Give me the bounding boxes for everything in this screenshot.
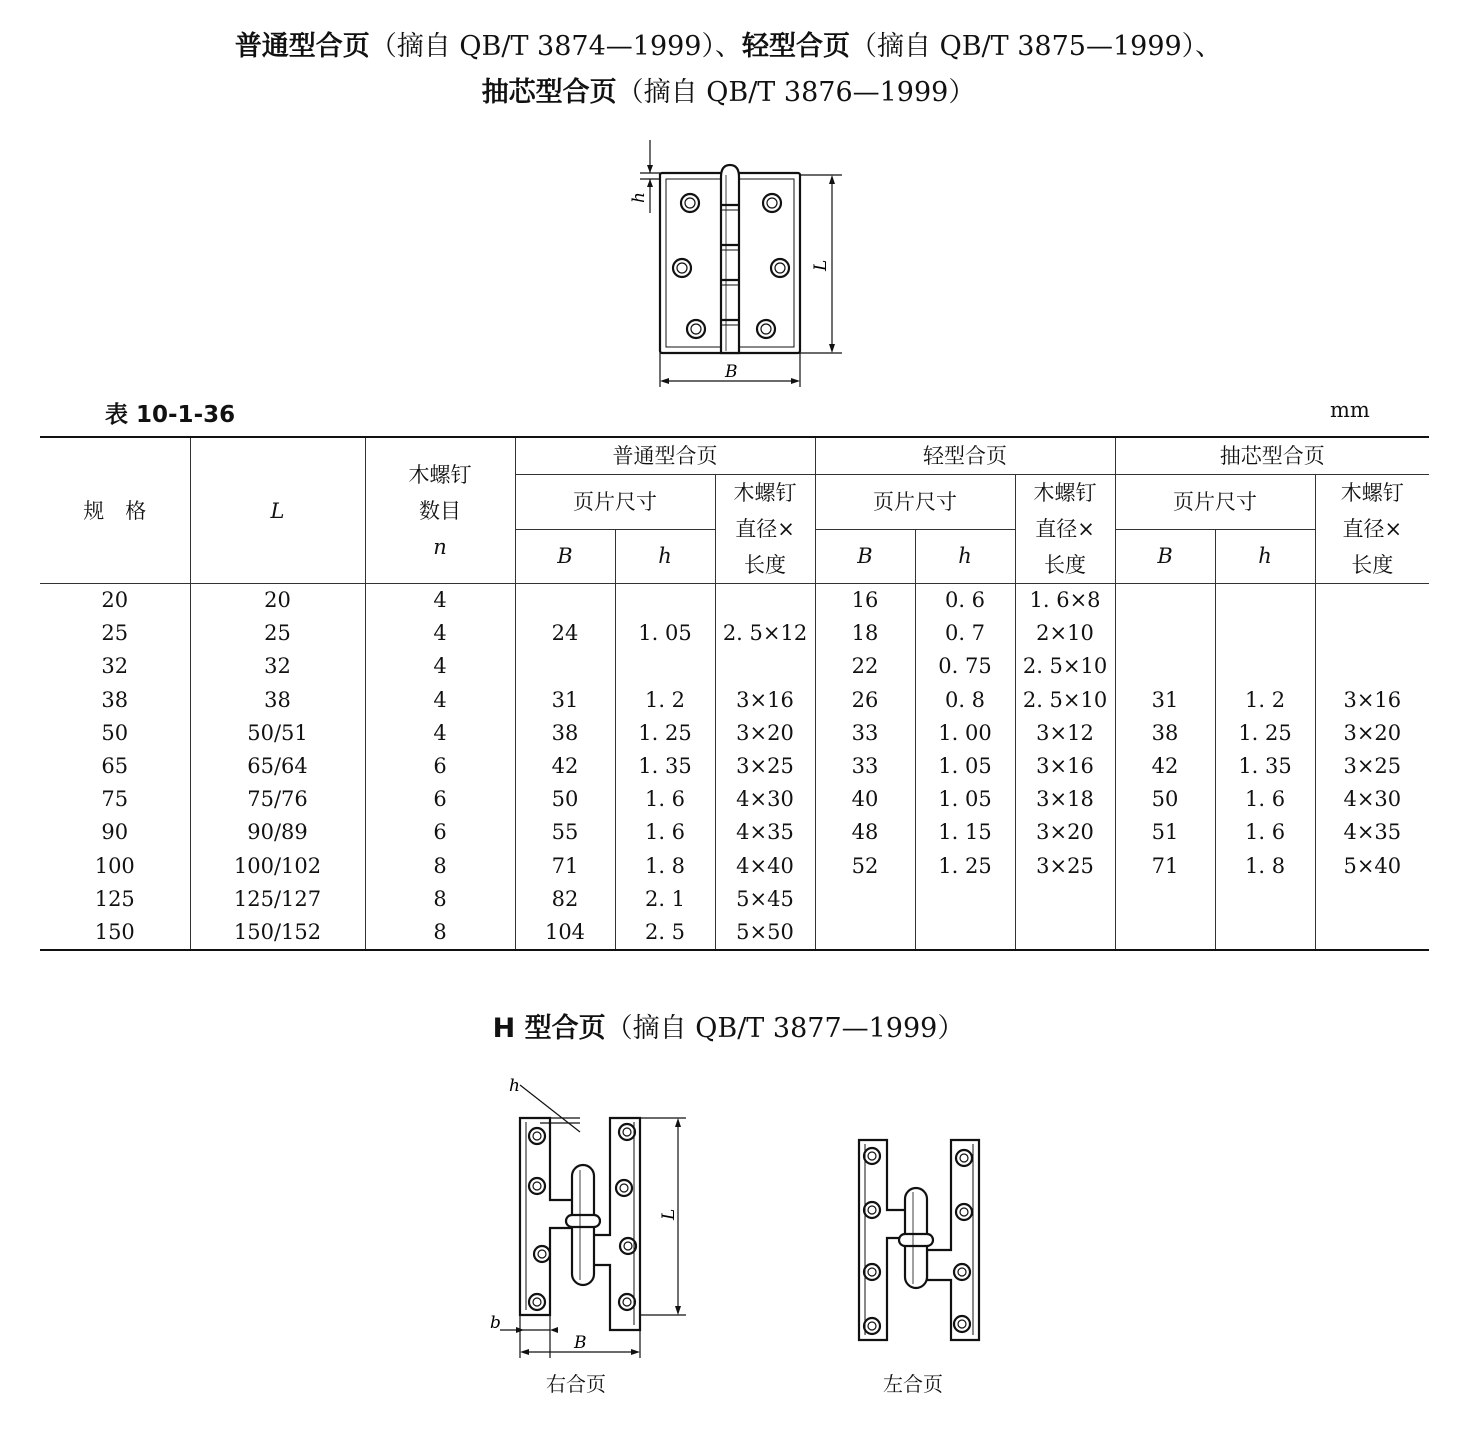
table-cell <box>1215 617 1315 650</box>
table-cell: 150/152 <box>190 916 365 950</box>
header-normal-screw-line1: 木螺钉 <box>733 481 797 505</box>
table-row <box>40 916 1429 950</box>
table-row <box>40 816 1429 849</box>
table-cell <box>615 650 715 683</box>
table-cell <box>1315 916 1429 950</box>
table-cell: 1. 25 <box>1215 717 1315 750</box>
table-row <box>40 783 1429 816</box>
header-screw-count-line2: 数目 <box>419 498 461 523</box>
header-screw-count <box>365 437 515 584</box>
dim-h-label: h <box>629 192 649 203</box>
title-h-hinge-line <box>0 1006 1457 1045</box>
table-cell: 150 <box>40 916 190 950</box>
header-light-h: h <box>915 529 1015 584</box>
table-cell: 31 <box>515 684 615 717</box>
table-cell <box>1215 916 1315 950</box>
table-cell: 2. 5 <box>615 916 715 950</box>
table-cell: 3×16 <box>715 684 815 717</box>
table-cell: 4 <box>365 650 515 683</box>
header-normal-screw-line2: 直径× <box>735 517 795 541</box>
table-cell: 1. 6 <box>615 816 715 849</box>
table-cell: 1. 25 <box>915 850 1015 883</box>
table-cell: 0. 8 <box>915 684 1015 717</box>
table-cell: 90/89 <box>190 816 365 849</box>
table-cell: 42 <box>515 750 615 783</box>
table-cell: 50/51 <box>190 717 365 750</box>
table-cell: 71 <box>1115 850 1215 883</box>
table-cell <box>915 883 1015 916</box>
table-cell: 0. 7 <box>915 617 1015 650</box>
table-cell <box>1115 617 1215 650</box>
table-cell: 2. 1 <box>615 883 715 916</box>
table-cell: 4×30 <box>1343 787 1402 812</box>
table-cell: 1. 6×8 <box>1015 584 1115 618</box>
header-light-screw-line1: 木螺钉 <box>1033 481 1097 505</box>
header-normal-screw <box>715 475 815 584</box>
table-cell: 8 <box>365 916 515 950</box>
table-cell: 22 <box>815 650 915 683</box>
table-cell: 1. 35 <box>1215 750 1315 783</box>
table-cell: 20 <box>190 584 365 618</box>
header-light-B: B <box>815 529 915 584</box>
table-cell: 38 <box>515 717 615 750</box>
title-h-hinge: H 型合页 <box>492 1013 606 1044</box>
table-cell: 26 <box>815 684 915 717</box>
table-cell: 75 <box>40 783 190 816</box>
table-cell: 65 <box>40 750 190 783</box>
table-cell: 5×45 <box>715 883 815 916</box>
table-cell: 1. 05 <box>915 750 1015 783</box>
table-cell: 50 <box>515 783 615 816</box>
table-row <box>40 650 1429 683</box>
table-cell: 1. 6 <box>1215 816 1315 849</box>
table-cell: 2. 5×10 <box>1015 650 1115 683</box>
table-cell: 100/102 <box>190 850 365 883</box>
table-cell <box>1215 883 1315 916</box>
header-spec: 规 格 <box>40 437 190 584</box>
table-cell <box>715 650 815 683</box>
title-light-standard: （摘自 QB/T 3875—1999）、 <box>850 31 1223 62</box>
table-cell: 3×12 <box>1015 717 1115 750</box>
butt-hinge-figure <box>610 135 850 395</box>
table-cell: 4 <box>365 617 515 650</box>
table-cell: 2. 5×12 <box>715 617 815 650</box>
table-cell: 25 <box>190 617 365 650</box>
dim-L-label: L <box>811 259 831 271</box>
title-normal-hinge: 普通型合页 <box>234 31 370 62</box>
table-cell: 6 <box>365 750 515 783</box>
table-cell: 25 <box>40 617 190 650</box>
table-cell <box>1315 883 1429 916</box>
table-cell: 1. 6 <box>615 783 715 816</box>
table-row <box>40 617 1429 650</box>
table-cell: 38 <box>40 684 190 717</box>
header-light-leaf-size: 页片尺寸 <box>815 475 1015 530</box>
table-cell: 38 <box>1115 717 1215 750</box>
table-cell <box>1115 584 1215 618</box>
left-hinge-caption: 左合页 <box>883 1372 943 1396</box>
table-cell: 51 <box>1115 816 1215 849</box>
table-cell <box>815 883 915 916</box>
table-cell: 90 <box>40 816 190 849</box>
table-cell: 32 <box>40 650 190 683</box>
title-light-hinge: 轻型合页 <box>742 31 850 62</box>
table-cell: 50 <box>1115 783 1215 816</box>
header-normal-B: B <box>515 529 615 584</box>
dim-L-label-h-hinge: L <box>659 1208 679 1220</box>
header-core-screw-line2: 直径× <box>1342 517 1403 541</box>
table-cell: 1. 2 <box>1215 684 1315 717</box>
hinge-spec-table <box>40 436 1429 951</box>
table-cell: 18 <box>815 617 915 650</box>
header-light-screw <box>1015 475 1115 584</box>
right-hinge-caption: 右合页 <box>546 1372 606 1396</box>
table-cell: 1. 35 <box>615 750 715 783</box>
table-cell: 8 <box>365 850 515 883</box>
table-cell: 3×20 <box>715 717 815 750</box>
dim-B-label-h-hinge: B <box>574 1333 587 1353</box>
header-screw-count-line1: 木螺钉 <box>408 462 472 487</box>
table-cell: 1. 8 <box>615 850 715 883</box>
table-cell: 5×50 <box>715 916 815 950</box>
header-group-normal: 普通型合页 <box>515 437 815 475</box>
table-cell: 82 <box>515 883 615 916</box>
header-screw-count-n: n <box>433 534 447 559</box>
title-normal-standard: （摘自 QB/T 3874—1999）、 <box>369 31 742 62</box>
header-core-screw-line3: 长度 <box>1351 553 1394 577</box>
right-h-hinge-figure <box>480 1070 700 1370</box>
table-cell: 1. 25 <box>615 717 715 750</box>
table-unit: mm <box>1330 398 1370 422</box>
header-group-light: 轻型合页 <box>815 437 1115 475</box>
table-cell: 3×25 <box>715 750 815 783</box>
dim-h-label-h-hinge: h <box>509 1076 520 1096</box>
header-core-h: h <box>1215 529 1315 584</box>
table-cell: 52 <box>815 850 915 883</box>
table-cell: 4 <box>365 584 515 618</box>
table-cell: 3×25 <box>1015 850 1115 883</box>
table-cell: 71 <box>515 850 615 883</box>
table-cell <box>1115 916 1215 950</box>
table-cell: 55 <box>515 816 615 849</box>
table-cell: 104 <box>515 916 615 950</box>
table-cell: 50 <box>40 717 190 750</box>
table-cell <box>1315 584 1429 618</box>
title-line-1 <box>0 24 1457 63</box>
table-row <box>40 684 1429 717</box>
header-core-screw-line1: 木螺钉 <box>1340 481 1404 505</box>
table-cell: 42 <box>1115 750 1215 783</box>
table-cell: 2×10 <box>1015 617 1115 650</box>
dim-b-label-h-hinge: b <box>490 1313 501 1333</box>
table-cell: 0. 75 <box>915 650 1015 683</box>
table-row <box>40 584 1429 618</box>
title-h-standard: （摘自 QB/T 3877—1999） <box>605 1013 965 1044</box>
table-cell: 3×18 <box>1015 783 1115 816</box>
table-cell <box>1015 916 1115 950</box>
table-cell: 3×20 <box>1015 816 1115 849</box>
table-cell: 1. 15 <box>915 816 1015 849</box>
table-cell: 24 <box>515 617 615 650</box>
table-cell: 32 <box>190 650 365 683</box>
header-core-leaf-size: 页片尺寸 <box>1115 475 1315 530</box>
table-cell: 38 <box>190 684 365 717</box>
title-line-2 <box>0 70 1457 109</box>
table-cell: 6 <box>365 783 515 816</box>
table-cell: 4 <box>365 717 515 750</box>
table-cell: 4×30 <box>715 783 815 816</box>
table-cell: 1. 6 <box>1215 783 1315 816</box>
left-h-hinge-figure <box>845 1130 995 1350</box>
header-normal-h: h <box>615 529 715 584</box>
table-cell: 3×20 <box>1343 720 1402 745</box>
table-cell: 8 <box>365 883 515 916</box>
table-cell <box>915 916 1015 950</box>
table-cell: 125 <box>40 883 190 916</box>
table-cell: 6 <box>365 816 515 849</box>
table-cell: 1. 05 <box>915 783 1015 816</box>
table-cell: 0. 6 <box>915 584 1015 618</box>
title-core-hinge: 抽芯型合页 <box>481 77 617 108</box>
header-normal-screw-line3: 长度 <box>744 553 786 577</box>
table-cell <box>1315 617 1429 650</box>
table-cell <box>515 650 615 683</box>
table-cell <box>815 916 915 950</box>
table-row <box>40 717 1429 750</box>
table-cell <box>515 584 615 618</box>
table-cell: 4×35 <box>715 816 815 849</box>
table-cell <box>1315 650 1429 683</box>
table-cell <box>715 584 815 618</box>
table-cell <box>1215 584 1315 618</box>
table-cell: 1. 05 <box>615 617 715 650</box>
table-row <box>40 850 1429 883</box>
title-core-standard: （摘自 QB/T 3876—1999） <box>616 77 976 108</box>
table-body <box>40 584 1429 951</box>
table-cell: 1. 8 <box>1215 850 1315 883</box>
table-cell: 65/64 <box>190 750 365 783</box>
table-cell: 4 <box>365 684 515 717</box>
table-cell: 4×40 <box>715 850 815 883</box>
table-cell: 1. 00 <box>915 717 1015 750</box>
table-cell: 3×16 <box>1015 750 1115 783</box>
table-cell <box>615 584 715 618</box>
header-L: L <box>190 437 365 584</box>
table-cell: 33 <box>815 750 915 783</box>
table-cell: 48 <box>815 816 915 849</box>
header-group-core: 抽芯型合页 <box>1115 437 1429 475</box>
header-normal-leaf-size: 页片尺寸 <box>515 475 715 530</box>
table-cell: 3×16 <box>1343 687 1402 712</box>
table-cell: 40 <box>815 783 915 816</box>
table-cell: 100 <box>40 850 190 883</box>
table-cell: 125/127 <box>190 883 365 916</box>
table-cell: 75/76 <box>190 783 365 816</box>
table-cell <box>1115 650 1215 683</box>
table-row <box>40 750 1429 783</box>
table-cell: 3×25 <box>1343 754 1402 779</box>
header-core-B: B <box>1115 529 1215 584</box>
table-cell: 2. 5×10 <box>1015 684 1115 717</box>
dim-B-label: B <box>725 362 738 382</box>
table-cell <box>1115 883 1215 916</box>
table-cell: 33 <box>815 717 915 750</box>
table-row <box>40 883 1429 916</box>
header-light-screw-line3: 长度 <box>1044 553 1087 577</box>
header-core-screw <box>1315 475 1429 584</box>
table-cell: 16 <box>815 584 915 618</box>
table-cell: 20 <box>40 584 190 618</box>
table-caption: 表 10-1-36 <box>105 402 236 428</box>
header-light-screw-line2: 直径× <box>1035 517 1095 541</box>
table-cell <box>1015 883 1115 916</box>
table-cell <box>1215 650 1315 683</box>
table-cell: 5×40 <box>1343 853 1402 878</box>
table-cell: 1. 2 <box>615 684 715 717</box>
table-cell: 4×35 <box>1343 820 1402 845</box>
table-cell: 31 <box>1115 684 1215 717</box>
